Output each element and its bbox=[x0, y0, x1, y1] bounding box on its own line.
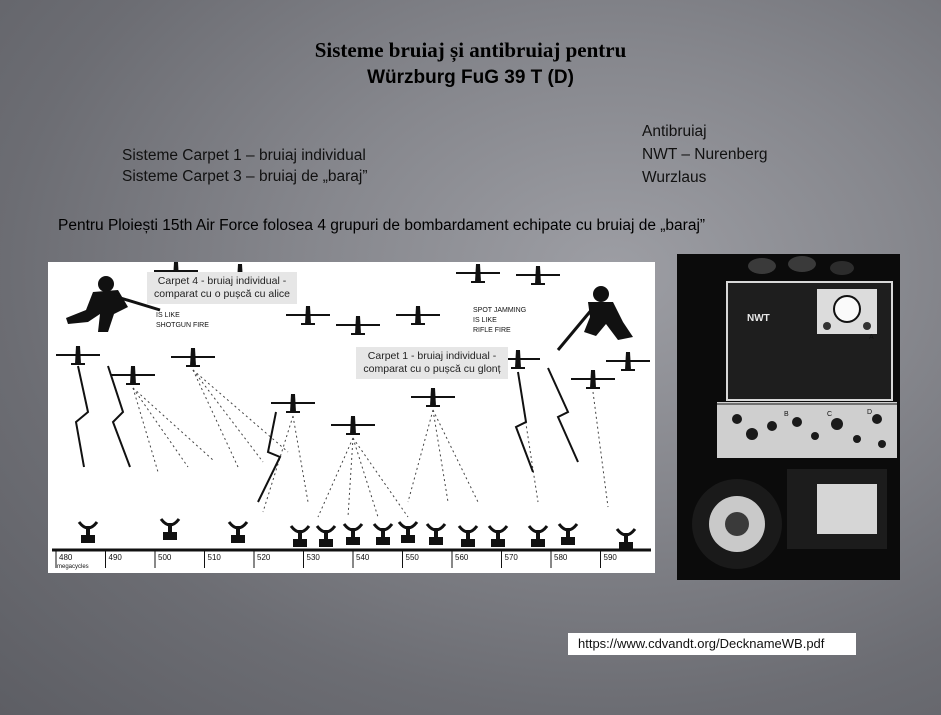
scale-tick-label: 480 bbox=[59, 553, 73, 562]
scale-unit-label: megacycles bbox=[57, 564, 89, 570]
plane bbox=[336, 316, 380, 335]
anti-line: NWT – Nurenberg bbox=[642, 146, 768, 163]
radar-dish bbox=[489, 526, 507, 547]
anti-line: Antibruiaj bbox=[642, 123, 707, 140]
section-label: C bbox=[827, 411, 833, 418]
nwt-equipment-photo bbox=[677, 254, 900, 580]
radar-dish bbox=[344, 524, 362, 545]
plane bbox=[271, 394, 315, 413]
callout-line: Carpet 1 - bruiaj individual - bbox=[367, 350, 497, 362]
scale-tick-label: 590 bbox=[603, 553, 617, 562]
radar-dish bbox=[229, 522, 247, 543]
scale-tick-label: 580 bbox=[554, 553, 568, 562]
radar-dish bbox=[374, 524, 392, 545]
plane bbox=[286, 306, 330, 325]
radar-dish bbox=[79, 522, 97, 543]
slide-title-line2: Würzburg FuG 39 T (D) bbox=[367, 67, 574, 88]
carpet4-callout bbox=[147, 272, 297, 304]
carpet-line: Sisteme Carpet 3 – bruiaj de „baraj” bbox=[122, 168, 368, 185]
carpet-line: Sisteme Carpet 1 – bruiaj individual bbox=[122, 147, 366, 164]
callout-line: comparat cu o pușcă cu alice bbox=[154, 288, 290, 300]
plane bbox=[411, 388, 455, 407]
radar-dish bbox=[291, 526, 309, 547]
lightning-bolts bbox=[76, 366, 578, 502]
scale-tick-label: 570 bbox=[504, 553, 518, 562]
radar-dish bbox=[559, 524, 577, 545]
scale-tick-label: 540 bbox=[356, 553, 370, 562]
antijamming-text bbox=[642, 120, 767, 189]
soldier-shotgun bbox=[66, 276, 160, 332]
jamming-illustration bbox=[48, 262, 655, 573]
plane bbox=[606, 352, 650, 371]
section-label: D bbox=[867, 409, 873, 416]
scale-tick-label: 550 bbox=[405, 553, 419, 562]
radar-dish bbox=[427, 524, 445, 545]
radar-dish bbox=[317, 526, 335, 547]
plane bbox=[56, 346, 100, 365]
shotgun-label: IS LIKE SHOTGUN FIRE bbox=[156, 312, 209, 329]
carpet1-callout bbox=[356, 347, 508, 379]
radar-dish bbox=[161, 519, 179, 540]
plane bbox=[571, 370, 615, 389]
callout-line: Carpet 4 - bruiaj individual - bbox=[157, 275, 287, 287]
radar-dish bbox=[459, 526, 477, 547]
jamming-beams bbox=[133, 370, 608, 517]
scale-tick-label: 500 bbox=[158, 553, 172, 562]
radar-dish bbox=[617, 529, 635, 550]
radar-dish bbox=[399, 522, 417, 543]
frequency-scale bbox=[56, 550, 617, 570]
callout-line: comparat cu o pușcă cu glonț bbox=[363, 363, 501, 375]
plane bbox=[516, 266, 560, 285]
ploiesti-text: Pentru Ploiești 15th Air Force folosea 4 grupuri de bombardament echipate cu bruiaj de „baraj” bbox=[58, 217, 706, 234]
plane bbox=[456, 264, 500, 283]
section-label: B bbox=[784, 411, 789, 418]
source-url[interactable]: https://www.cdvandt.org/DecknameWB.pdf bbox=[568, 633, 856, 655]
spot-jamming-label: SPOT JAMMING IS LIKE RIFLE FIRE bbox=[473, 307, 527, 334]
nwt-panel-label: NWT bbox=[747, 313, 770, 324]
scale-tick-label: 510 bbox=[207, 553, 221, 562]
anti-line: Wurzlaus bbox=[642, 169, 707, 186]
plane bbox=[111, 366, 155, 385]
scale-tick-label: 530 bbox=[306, 553, 320, 562]
soldier-rifle bbox=[558, 286, 633, 350]
scale-tick-label: 490 bbox=[108, 553, 122, 562]
radar-dish bbox=[529, 526, 547, 547]
plane bbox=[396, 306, 440, 325]
scale-tick-label: 520 bbox=[257, 553, 271, 562]
carpet-systems-text bbox=[122, 145, 368, 187]
slide-title-line1: Sisteme bruiaj și antibruiaj pentru bbox=[314, 38, 627, 62]
scale-tick-label: 560 bbox=[455, 553, 469, 562]
section-label: A bbox=[869, 334, 874, 341]
plane bbox=[171, 348, 215, 367]
plane bbox=[331, 416, 375, 435]
